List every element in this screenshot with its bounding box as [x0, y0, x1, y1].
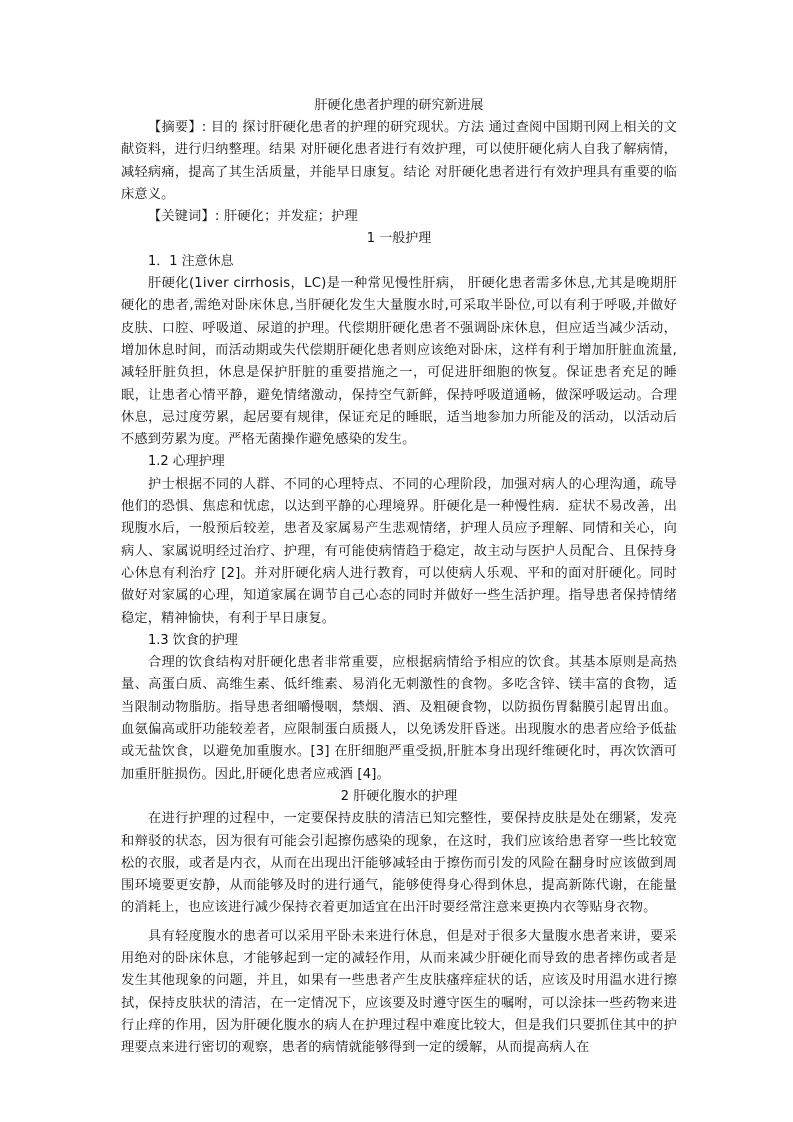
section-2-heading: 2 肝硬化腹水的护理: [340, 788, 458, 804]
section-1-3-heading: 1.3 饮食的护理: [148, 632, 238, 648]
keywords-line: 【关键词】: 肝硬化；并发症；护理: [148, 209, 358, 225]
abstract-paragraph: 【摘要】: 目的 探讨肝硬化患者的护理的研究现状。方法 通过查阅中国期刊网上相关的文献资料，进行归纳整理。结果 对肝硬化患者进行有效护理，可以使肝硬化病人自我了解病情，减轻病痛，提高了其生活质量，并能早日康复。结论 对肝硬化患者进行有效护理具有重要的临床意义。: [121, 120, 677, 202]
section-1-1-heading: 1．1 注意休息: [148, 253, 234, 269]
document-title: 肝硬化患者护理的研究新进展: [314, 98, 484, 113]
section-1-heading: 1 一般护理: [366, 231, 432, 247]
section-2-paragraph-1: 在进行护理的过程中，一定要保持皮肤的清洁已知完整性，要保持皮肤是处在绷紧，发亮和辩驳的状态，因为很有可能会引起擦伤感染的现象，在这时，我们应该给患者穿一些比较宽松的衣服，或者是内衣，从而在出现出汗能够减轻由于擦伤而引发的风险在翻身时应该做到周围环境要更安静，从而能够及时的进行通气，能够使得身心得到休息，提高新陈代谢，在能量的消耗上，也应该进行减少保持衣着更加适宜在出汗时要经常注意来更换内衣等贴身衣物。: [121, 811, 677, 916]
section-2-paragraph-2: 具有轻度腹水的患者可以采用平卧未来进行休息，但是对于很多大量腹水患者来讲，要采用绝对的卧床休息，才能够起到一定的减轻作用，从而来减少肝硬化而导致的患者摔伤或者是发生其他现象的问题，并且，如果有一些患者产生皮肤瘙痒症状的话，应该及时用温水进行擦拭，保持皮肤状的清洁，在一定情况下，应该要及时遵守医生的嘱咐，可以涂抹一些药物来进行止痒的作用，因为肝硬化腹水的病人在护理过程中难度比较大，但是我们只要抓住其中的护理要点来进行密切的观察，患者的病情就能够得到一定的缓解，从而提高病人在: [121, 928, 677, 1056]
section-1-2-paragraph: 护士根据不同的人群、不同的心理特点、不同的心理阶段，加强对病人的心理沟通，疏导他们的恐惧、焦虑和忧虑，以达到平静的心理境界。肝硬化是一种慢性病．症状不易改善，出现腹水后，一般预后较差，患者及家属易产生悲观情绪，护理人员应予理解、同情和关心，向病人、家属说明经过治疗、护理，有可能使病情趋于稳定，故主动与医护人员配合、且保持身心休息有利治疗 [2]。并对肝硬化病人进行教育，可以使病人乐观、平和的面对肝硬化。同时做好对家属的心理，知道家属在调节自己心态的同时并做好一些生活护理。指导患者保持情绪稳定，精神愉快，有利于早日康复。: [121, 476, 677, 626]
section-1-3-paragraph: 合理的饮食结构对肝硬化患者非常重要，应根据病情给予相应的饮食。其基本原则是高热量、高蛋白质、高维生素、低纤维素、易消化无刺激性的食物。多吃含锌、镁丰富的食物，适当限制动物脂肪。指导患者细嚼慢咽，禁烟、酒、及粗硬食物，以防损伤胃黏膜引起胃出血。血氨偏高或肝功能较差者，应限制蛋白质摄人，以免诱发肝昏迷。出现腹水的患者应给予低盐或无盐饮食，以避免加重腹水。[3] 在肝细胞严重受损,肝脏本身出现纤维硬化时，再次饮酒可加重肝脏损伤。因此,肝硬化患者应戒酒 [4]。: [121, 655, 677, 782]
section-1-1-paragraph: 肝硬化(1iver cirrhosis，LC)是一种常见慢性肝病， 肝硬化患者需多休息,尤其是晚期肝硬化的患者,需绝对卧床休息,当肝硬化发生大量腹水时,可采取半卧位,可以有利于呼吸,并做好皮肤、口腔、呼吸道、尿道的护理。代偿期肝硬化患者不强调卧床休息，但应适当减少活动，增加休息时间，而活动期或失代偿期肝硬化患者则应该绝对卧床，这样有利于增加肝脏血流量,减轻肝脏负担，休息是保护肝脏的重要措施之一，可促进肝细胞的恢复。保证患者充足的睡眠，让患者心情平静，避免情绪激动，保持空气新鲜，保持呼吸道通畅，做深呼吸运动。合理休息，忌过度劳累，起居要有规律，保证充足的睡眠，适当地参加力所能及的活动，以活动后不感到劳累为度。严格无菌操作避免感染的发生。: [121, 276, 677, 448]
section-1-2-heading: 1.2 心理护理: [148, 454, 225, 470]
document-body: [121, 95, 677, 1059]
